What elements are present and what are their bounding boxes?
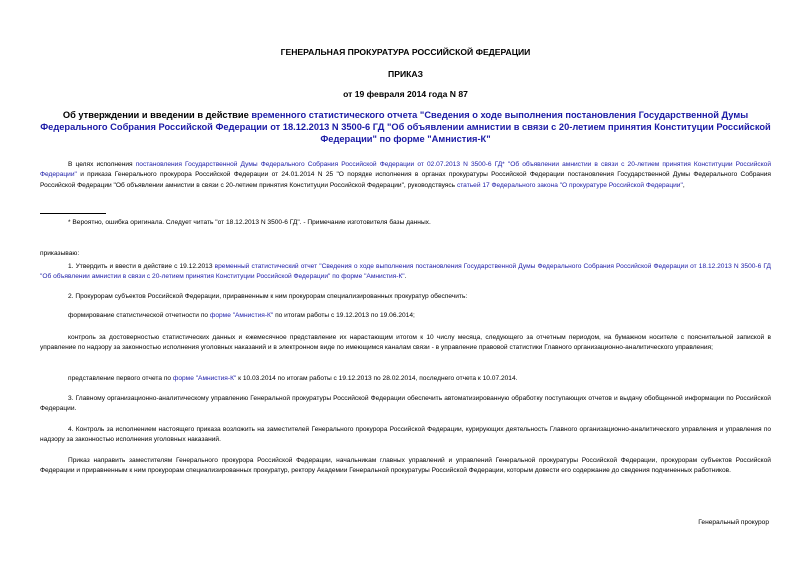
footnote-divider [40,213,106,214]
preamble-link-amnesty-title[interactable]: "Об объявлении амнистии в связи с 20-летием принятия Конституции Российской Федерации" [40,161,772,179]
item-2b-paragraph: контроль за достоверностью статистических данных и ежемесячное представление их нарастающим итогом к 10 числу месяца, следующего за отчетным периодом, на бумажном носителе с пояснительной запиской в управление по надзору за законностью исполнения уголовных наказаний и в электронном виде по имеющимся каналам связи - в управление правовой статистики Главного организационно-аналитического управления; [40,334,771,352]
item-2a-text-2: по итогам работы с 19.12.2013 по 19.06.2014; [273,312,415,319]
preamble-link-resolution[interactable]: постановления Государственной Думы Федерального Собрания Российской Федерации от 02.07.2013 N 3500-6 ГД* [135,161,505,168]
preamble-link-federal-law[interactable]: статьей 17 Федерального закона "О прокуратуре Российской Федерации" [456,181,683,189]
preamble-text-1: В целях исполнения [68,161,136,168]
item-2c-paragraph [40,374,771,384]
item-1-text-2: . [404,273,407,281]
footnote-text: * Вероятно, ошибка оригинала. Следует читать "от 18.12.2013 N 3500-6 ГД". - Примечание изготовителя базы данных. [68,219,431,226]
item-3-paragraph: 3. Главному организационно-аналитическому управлению Генеральной прокуратуры Российской Федерации обеспечить автоматизированную обработку поступающих отчетов и выдачу обобщенной информации по Российской Федерации. [40,395,771,413]
item-2a-text-1: формирование статистической отчетности по [68,312,210,319]
item-2a-link-form[interactable]: форме "Амнистия-К" [209,312,274,319]
document-type-heading: ПРИКАЗ [388,69,423,79]
preamble-paragraph [40,160,771,191]
item-1-text-1: 1. Утвердить и ввести в действие с 19.12.2013 [68,263,215,270]
preamble-text-4: , [682,181,685,189]
item-1-link-report[interactable]: временный статистический отчет "Сведения о ходе выполнения постановления Государственной Думы Федерального Собрания Российской Федерации от 18.12.2013 N 3500-6 ГД "Об объявлении амнистии в связи с 20-летием принятия Конституции Российской Федерации" по форме "Амнистия-К" [40,263,771,281]
item-2-paragraph: 2. Прокурорам субъектов Российской Федерации, приравненным к ним прокурорам специализированных прокуратур обеспечить: [68,293,468,300]
item-2a-paragraph [40,311,771,321]
title-prefix: Об утверждении и введении в действие [62,110,252,120]
item-4-paragraph: 4. Контроль за исполнением настоящего приказа возложить на заместителей Генерального прокурора Российской Федерации, курирующих деятельность Главного организационно-аналитического управления и управления по надзору за законностью исполнения уголовных наказаний. [40,426,771,444]
document-title [40,109,771,145]
signature-position: Генеральный прокурор [698,519,769,526]
title-link[interactable]: временного статистического отчета "Сведения о ходе выполнения постановления Государственной Думы Федерального Собрания Российской Федерации от 18.12.2013 N 3500-6 ГД "Об объявлении амнистии в связи с 20-летием принятия Конституции Российской Федерации" по форме "Амнистия-К" [40,110,771,144]
organization-heading: ГЕНЕРАЛЬНАЯ ПРОКУРАТУРА РОССИЙСКОЙ ФЕДЕРАЦИИ [280,47,531,57]
order-word: приказываю: [40,250,80,257]
item-2c-text-1: представление первого отчета по [68,375,173,382]
item-2c-link-form[interactable]: форме "Амнистия-К" [172,375,237,382]
document-date-number: от 19 февраля 2014 года N 87 [343,89,468,99]
item-1-paragraph [40,262,771,283]
closing-paragraph: Приказ направить заместителям Генерального прокурора Российской Федерации, начальникам главных управлений и управлений Генеральной прокуратуры Российской Федерации, прокурорам субъектов Российской Федерации и приравненным к ним прокурорам специализированных прокуратур, ректору Академии Генеральной прокуратуры Российской Федерации, которым довести его содержание до сведения подчиненных работников. [40,457,771,475]
preamble-text-3: и приказа Генерального прокурора Российской Федерации от 24.01.2014 N 25 "О порядке исполнения в органах прокуратуры Российской Федерации постановления Государственной Думы Федерального Собрания Российской Федерации "Об объявлении амнистии в связи с 20-летием принятия Конституции Российской Федерации", руководствуясь [40,171,771,189]
item-2c-text-2: к 10.03.2014 по итогам работы с 19.12.2013 по 28.02.2014, последнего отчета к 10.07.2014. [236,375,518,382]
